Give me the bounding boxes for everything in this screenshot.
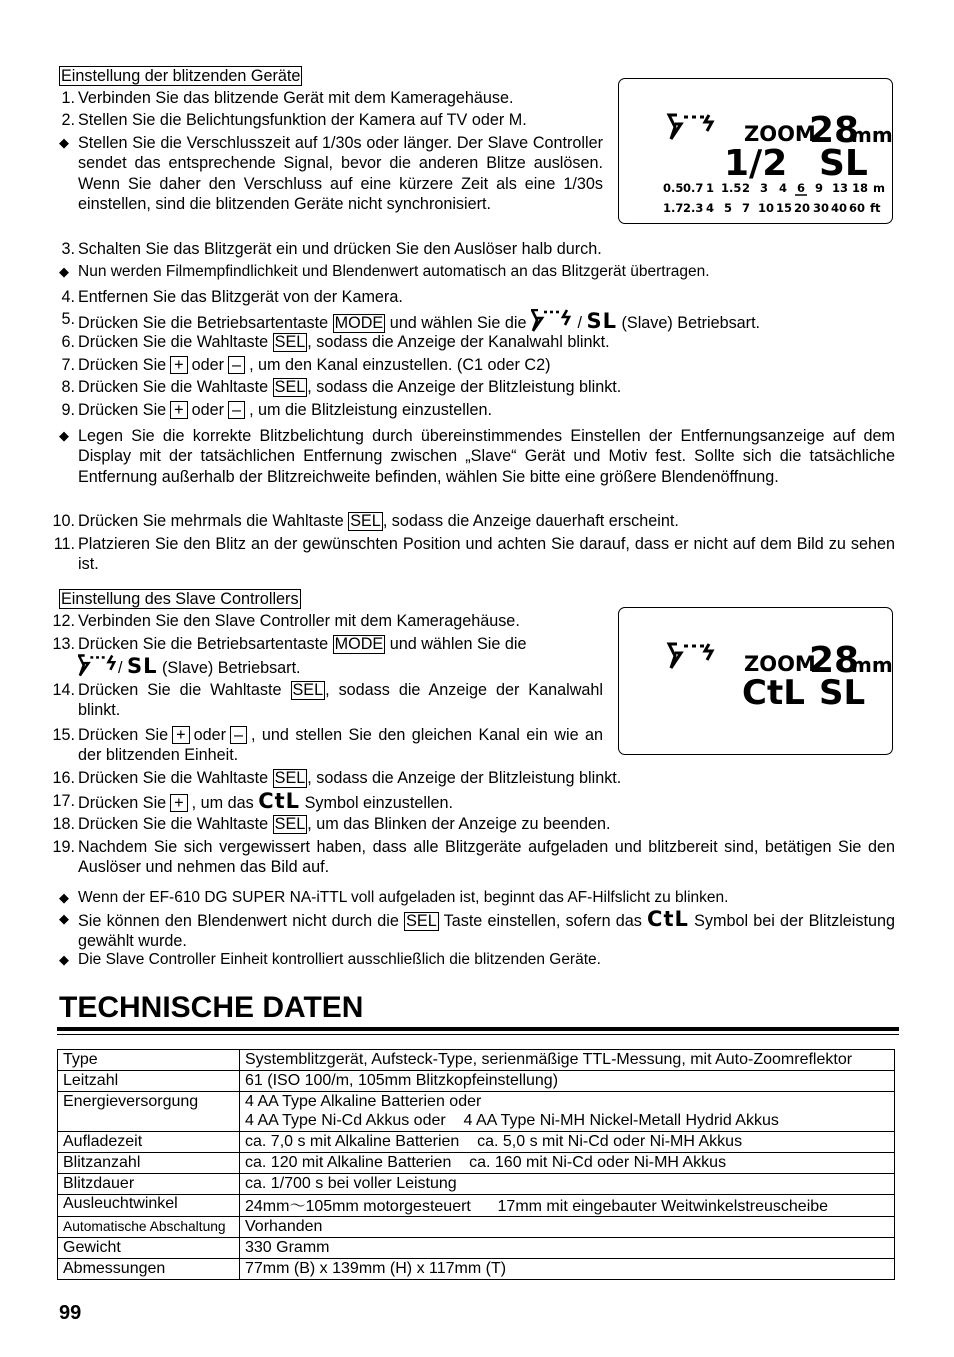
table-row: Ausleuchtwinkel 24mm～105mm motorgesteuert 17mm mit eingebauter Weitwinkelstreuscheibe [58,1194,895,1217]
zoom-label: ZOOM [744,652,816,676]
slave-flash-icon [669,115,712,139]
specs-title: TECHNISCHE DATEN [59,991,364,1024]
ctl-symbol: CtL [258,789,301,813]
page-number: 99 [59,1302,82,1324]
svg-text:3: 3 [760,181,769,195]
focal-unit: mm [851,653,892,677]
svg-text:5: 5 [724,201,733,215]
section-heading-slave-controller: Einstellung des Slave Controllers [61,590,299,608]
power-level: 1/2 [724,143,788,184]
title-rule-thin [57,1034,899,1035]
table-row: Gewicht 330 Gramm [58,1238,895,1259]
lcd-display-flash-unit [618,78,893,224]
distance-scale-ft [663,201,881,215]
mode-sl: SL [819,673,866,713]
svg-text:18: 18 [852,181,869,195]
step-4: 4. Entfernen Sie das Blitzgerät von der Kamera. [61,288,403,306]
svg-text:60: 60 [849,201,866,215]
table-row: Aufladezeit ca. 7,0 s mit Alkaline Batterien ca. 5,0 s mit Ni-Cd oder Ni-MH Akkus [58,1132,895,1153]
step-16: 16. Drücken Sie die Wahltaste SEL , sodass die Anzeige der Blitzleistung blinkt. [52,769,622,787]
section-heading-flash-units: Einstellung der blitzenden Geräte [61,67,301,85]
minus-key: – [228,356,245,374]
note-af-light: ◆ Wenn der EF-610 DG SUPER NA-iTTL voll aufgeladen ist, beginnt das AF-Hilfslicht zu blinken. [59,889,729,906]
table-row: Leitzahl 61 (ISO 100/m, 105mm Blitzkopfeinstellung) [58,1070,895,1091]
step-18: 18. Drücken Sie die Wahltaste SEL , um das Blinken der Anzeige zu beenden. [52,815,611,833]
plus-key: + [170,401,187,419]
focal-length: 28 [809,110,860,151]
step-11: 11. Platzieren Sie den Blitz an der gewünschten Position und achten Sie darauf, dass er nicht auf dem Bild zu sehen ist. [53,535,895,574]
sel-key: SEL [292,681,324,699]
svg-text:1.7: 1.7 [663,201,684,215]
svg-text:20: 20 [794,201,811,215]
note-auto-transfer: ◆ Nun werden Filmempfindlichkeit und Blendenwert automatisch an das Blitzgerät übertragen. [59,263,710,280]
sel-key: SEL [350,512,381,530]
slave-flash-icon [531,309,573,333]
svg-text:4: 4 [706,201,715,215]
svg-text:1.5: 1.5 [721,181,742,195]
svg-text:4: 4 [779,181,788,195]
slave-flash-icon [78,654,118,678]
svg-text:7: 7 [742,201,751,215]
step-3: 3. Schalten Sie das Blitzgerät ein und drücken Sie den Auslöser halb durch. [61,240,602,258]
sel-key: SEL [274,378,306,396]
mode-key: MODE [334,635,384,653]
sl-symbol: SL [586,309,618,333]
svg-text:15: 15 [776,201,793,215]
svg-text:1: 1 [706,181,715,195]
svg-text:9: 9 [815,181,824,195]
sel-key: SEL [274,769,306,787]
svg-text:0.7: 0.7 [683,181,704,195]
table-row: Abmessungen 77mm (B) x 139mm (H) x 117mm (T) [58,1258,895,1279]
table-row: Blitzdauer ca. 1/700 s bei voller Leistung [58,1173,895,1194]
mode-sl: SL [819,143,868,184]
zoom-label: ZOOM [744,122,816,146]
svg-text:m: m [873,181,885,195]
svg-text:ft: ft [870,201,881,215]
table-row: Blitzanzahl ca. 120 mit Alkaline Batterien ca. 160 mit Ni-Cd oder Ni-MH Akkus [58,1152,895,1173]
sl-symbol: SL [127,654,158,679]
plus-key: + [172,726,189,744]
step-13: 13. Drücken Sie die Betriebsartentaste MODE und wählen Sie die / SL (Slave) Betriebsart. [52,635,527,679]
step-8: 8. Drücken Sie die Wahltaste SEL , sodass die Anzeige der Blitzleistung blinkt. [61,378,622,396]
lcd-display-slave-controller [618,607,893,755]
sel-key: SEL [274,815,306,833]
table-row: Energieversorgung 4 AA Type Alkaline Batterien oder 4 AA Type Ni-Cd Akkus oder 4 AA Type Ni-MH Nickel-Metall Hydrid Akkus [58,1091,895,1132]
note-aperture-ctl: ◆ Sie können den Blendenwert nicht durch die SEL Taste einstellen, sofern das CtL Symbol bei der Blitzleistung gewählt wurde. [59,907,895,951]
table-row: Automatische Abschaltung Vorhanden [58,1217,895,1238]
step-15: 15. Drücken Sie + oder – , und stellen Sie den gleichen Kanal ein wie an der blitzenden Einheit. [52,726,604,765]
step-7: 7. Drücken Sie + oder – , um den Kanal einzustellen. (C1 oder C2) [61,356,551,374]
step-1: 1. Verbinden Sie das blitzende Gerät mit dem Kameragehäuse. [61,89,514,107]
svg-text:10: 10 [758,201,775,215]
title-rule-thick [57,1027,899,1031]
plus-key: + [170,794,187,812]
ctl-symbol: CtL [742,673,805,713]
sel-key: SEL [406,912,437,930]
step-2: 2. Stellen Sie die Belichtungsfunktion der Kamera auf TV oder M. [61,111,527,129]
step-5: 5. Drücken Sie die Betriebsartentaste MODE und wählen Sie die / SL (Slave) Betriebsart. [61,309,761,333]
table-row: Type Systemblitzgerät, Aufsteck-Type, serienmäßige TTL-Messung, mit Auto-Zoomreflektor [58,1050,895,1071]
step-12: 12. Verbinden Sie den Slave Controller mit dem Kameragehäuse. [52,612,520,630]
step-19: 19. Nachdem Sie sich vergewissert haben, dass alle Blitzgeräte aufgeladen und blitzbereit sind, betätigen Sie den Auslöser und nehmen das Bild auf. [52,838,895,877]
note-exposure-distance: ◆ Legen Sie die korrekte Blitzbelichtung durch übereinstimmendes Einstellen der Entfernungsanzeige auf dem Display mit der tatsächlichen Entfernung zwischen „Slave“ Gerät und Motiv fest. Sollte sich die tatsächliche Entfernung außerhalb der Blitzreichweite befinden, wählen Sie bitte eine größere Blendenöffnung. [59,427,895,486]
minus-key: – [228,401,245,419]
svg-text:30: 30 [813,201,830,215]
step-6: 6. Drücken Sie die Wahltaste SEL , sodass die Anzeige der Kanalwahl blinkt. [61,333,610,351]
svg-text:40: 40 [831,201,848,215]
step-14: 14. Drücken Sie die Wahltaste SEL , sodass die Anzeige der Kanalwahl blinkt. [52,681,603,720]
note-slave-controller: ◆ Die Slave Controller Einheit kontrolliert ausschließlich die blitzenden Geräte. [59,951,601,968]
step-17: 17. Drücken Sie + , um das CtL Symbol einzustellen. [52,789,454,813]
focal-length: 28 [809,640,860,681]
focal-unit: mm [851,123,892,147]
svg-text:13: 13 [832,181,849,195]
svg-text:2: 2 [742,181,751,195]
minus-key: – [230,726,247,744]
specs-table [57,1049,895,1280]
note-shutter-speed: ◆ Stellen Sie die Verschlusszeit auf 1/30s oder länger. Der Slave Controller sendet das entsprechende Signal, bevor die anderen Blitze auslösen. Wenn Sie daher den Verschluss auf eine kürzere Zeit als eine 1/30s einstellen, sind die blitzenden Geräte nicht synchronisiert. [59,134,603,214]
sel-key: SEL [274,333,306,351]
slave-flash-icon [669,644,712,668]
step-10: 10. Drücken Sie mehrmals die Wahltaste SEL , sodass die Anzeige dauerhaft erscheint. [52,512,679,530]
svg-text:2.3: 2.3 [683,201,704,215]
plus-key: + [170,356,187,374]
mode-key: MODE [334,314,384,332]
svg-text:0.5: 0.5 [663,181,684,195]
step-9: 9. Drücken Sie + oder – , um die Blitzleistung einzustellen. [61,401,493,419]
ctl-symbol: CtL [647,907,689,931]
svg-text:6: 6 [797,181,806,195]
